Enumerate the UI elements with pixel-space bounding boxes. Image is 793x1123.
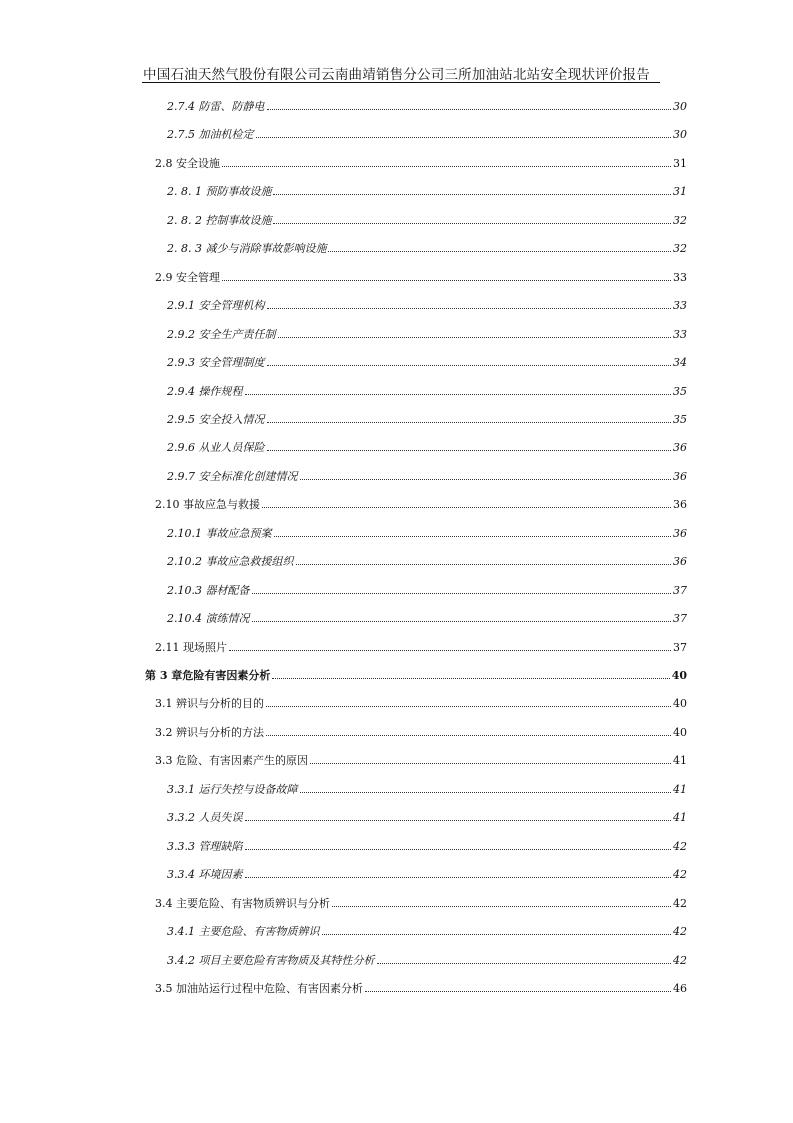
toc-entry[interactable] <box>167 582 687 602</box>
toc-entry-number: 3.1 <box>155 697 173 711</box>
toc-entry-number: 2.9.3 <box>167 356 195 370</box>
toc-dot-leader <box>229 649 671 651</box>
toc-entry-title: 现场照片 <box>183 640 227 654</box>
page-header: 中国石油天然气股份有限公司云南曲靖销售分公司三所加油站北站安全现状评价报告 <box>143 67 650 83</box>
toc-entry-title: 辨识与分析的方法 <box>176 725 264 739</box>
toc-dot-leader <box>266 705 671 707</box>
toc-entry-page-number: 31 <box>673 156 687 170</box>
toc-entry[interactable] <box>167 411 687 431</box>
toc-entry-number: 2.10 <box>155 498 180 512</box>
toc-entry[interactable] <box>155 496 687 516</box>
toc-entry-page-number: 41 <box>673 811 687 825</box>
toc-entry[interactable] <box>167 354 687 374</box>
toc-entry[interactable] <box>167 838 687 858</box>
toc-dot-leader <box>262 506 671 508</box>
toc-entry-number: 3.4.2 <box>167 953 195 967</box>
toc-dot-leader <box>267 449 672 451</box>
toc-entry-title: 演练情况 <box>205 612 250 626</box>
toc-dot-leader <box>273 193 671 195</box>
toc-dot-leader <box>377 962 672 964</box>
toc-entry-number: 3.4.1 <box>167 925 195 939</box>
toc-entry[interactable] <box>167 383 687 403</box>
toc-entry[interactable] <box>167 240 687 260</box>
toc-entry-number: 2.7.4 <box>167 100 195 113</box>
toc-dot-leader <box>267 421 672 423</box>
toc-entry-number: 2.10.2 <box>167 555 202 569</box>
toc-entry-page-number: 32 <box>673 242 687 256</box>
toc-entry-title: 事故应急预案 <box>205 526 272 540</box>
toc-entry[interactable] <box>167 809 687 829</box>
toc-entry-number: 3.2 <box>155 725 173 739</box>
toc-entry-title: 预防事故设施 <box>205 185 272 199</box>
toc-entry[interactable] <box>167 326 687 346</box>
toc-entry-number: 2.9.4 <box>167 384 195 398</box>
toc-entry[interactable] <box>155 155 687 175</box>
toc-entry[interactable] <box>155 724 687 744</box>
toc-entry-number: 2. 8. 2 <box>167 213 202 227</box>
toc-dot-leader <box>278 336 672 338</box>
toc-dot-leader <box>266 734 671 736</box>
toc-dot-leader <box>296 563 672 565</box>
toc-entry-number: 2. 8. 1 <box>167 185 202 199</box>
toc-dot-leader <box>256 136 672 138</box>
toc-entry-page-number: 30 <box>673 128 687 142</box>
toc-dot-leader <box>267 108 672 110</box>
toc-entry-title: 操作规程 <box>198 384 243 398</box>
toc-entry[interactable] <box>167 952 687 972</box>
toc-entry-page-number: 36 <box>673 498 687 512</box>
toc-entry-title: 主要危险、有害物质辨识 <box>198 925 320 939</box>
toc-entry-number: 第 3 章 <box>145 669 183 682</box>
toc-dot-leader <box>245 876 672 878</box>
toc-entry-title: 危险有害因素分析 <box>182 669 271 682</box>
toc-dot-leader <box>267 307 672 309</box>
toc-entry-page-number: 31 <box>673 185 687 199</box>
toc-entry-title: 安全设施 <box>176 156 220 170</box>
toc-entry-page-number: 42 <box>673 896 687 910</box>
toc-entry-page-number: 42 <box>673 925 687 939</box>
toc-entry[interactable] <box>155 895 687 915</box>
toc-entry-number: 2.11 <box>155 640 180 654</box>
toc-entry-page-number: 36 <box>673 441 687 455</box>
toc-entry-number: 3.5 <box>155 981 173 995</box>
toc-dot-leader <box>252 620 672 622</box>
toc-dot-leader <box>274 535 672 537</box>
toc-entry-title: 安全管理制度 <box>198 356 265 370</box>
toc-entry-title: 人员失误 <box>198 811 243 825</box>
toc-dot-leader <box>267 364 672 366</box>
toc-entry-number: 2.8 <box>155 156 173 170</box>
toc-entry[interactable] <box>167 98 687 118</box>
toc-entry[interactable] <box>167 866 687 886</box>
toc-entry-title: 加油站运行过程中危险、有害因素分析 <box>176 981 363 995</box>
toc-entry-page-number: 33 <box>673 327 687 341</box>
toc-entry-title: 事故应急救援组织 <box>205 555 294 569</box>
toc-entry[interactable] <box>167 525 687 545</box>
toc-entry-title: 安全管理 <box>176 270 220 284</box>
toc-entry-page-number: 34 <box>673 356 687 370</box>
toc-dot-leader <box>332 905 671 907</box>
toc-entry-page-number: 41 <box>673 782 687 796</box>
toc-dot-leader <box>300 791 672 793</box>
toc-entry[interactable] <box>167 610 687 630</box>
toc-dot-leader <box>245 819 672 821</box>
toc-entry-title: 环境因素 <box>198 868 243 882</box>
toc-dot-leader <box>252 592 672 594</box>
toc-entry[interactable] <box>155 269 687 289</box>
toc-entry-title: 主要危险、有害物质辨识与分析 <box>176 896 330 910</box>
toc-entry[interactable] <box>167 183 687 203</box>
toc-entry[interactable] <box>155 695 687 715</box>
toc-entry[interactable] <box>155 752 687 772</box>
toc-dot-leader <box>273 222 671 224</box>
toc-dot-leader <box>222 279 671 281</box>
toc-dot-leader <box>310 762 671 764</box>
toc-entry-number: 3.4 <box>155 896 173 910</box>
toc-entry-title: 加油机检定 <box>198 128 254 142</box>
toc-entry-number: 2.9 <box>155 270 173 284</box>
toc-entry-number: 3.3.2 <box>167 811 195 825</box>
toc-entry-number: 2.9.1 <box>167 299 195 313</box>
toc-dot-leader <box>245 393 672 395</box>
toc-entry-page-number: 33 <box>673 270 687 284</box>
toc-entry-page-number: 42 <box>673 868 687 882</box>
toc-entry[interactable] <box>145 667 687 687</box>
toc-entry-title: 控制事故设施 <box>205 213 272 227</box>
toc-entry[interactable] <box>167 553 687 573</box>
toc-entry[interactable] <box>167 439 687 459</box>
toc-entry-page-number: 36 <box>673 526 687 540</box>
toc-dot-leader <box>328 250 671 252</box>
toc-entry-title: 安全标准化创建情况 <box>198 469 298 483</box>
toc-entry-title: 辨识与分析的目的 <box>176 697 264 711</box>
toc-entry[interactable] <box>155 980 687 1000</box>
toc-dot-leader <box>272 677 669 679</box>
header-rule <box>142 82 660 83</box>
toc-entry-page-number: 42 <box>673 953 687 967</box>
toc-entry-number: 2.10.3 <box>167 583 202 597</box>
toc-entry-page-number: 33 <box>673 299 687 313</box>
toc-entry-title: 器材配备 <box>205 583 250 597</box>
toc-entry[interactable] <box>167 923 687 943</box>
toc-entry-page-number: 36 <box>673 469 687 483</box>
toc-entry-page-number: 40 <box>673 697 687 711</box>
toc-entry-page-number: 36 <box>673 555 687 569</box>
toc-entry-number: 2.9.7 <box>167 469 195 483</box>
toc-entry-number: 2.7.5 <box>167 128 195 142</box>
toc-entry[interactable] <box>167 297 687 317</box>
toc-entry-page-number: 41 <box>673 754 687 768</box>
toc-entry-number: 2.9.2 <box>167 327 195 341</box>
toc-dot-leader <box>222 165 671 167</box>
toc-entry-title: 从业人员保险 <box>198 441 265 455</box>
toc-entry-title: 安全生产责任制 <box>198 327 276 341</box>
toc-entry-number: 2.9.5 <box>167 412 195 426</box>
toc-entry-title: 危险、有害因素产生的原因 <box>176 754 308 768</box>
toc-entry-number: 3.3.3 <box>167 839 195 853</box>
toc-dot-leader <box>365 990 671 992</box>
toc-entry-title: 项目主要危险有害物质及其特性分析 <box>198 953 375 967</box>
toc-entry-title: 运行失控与设备故障 <box>198 782 298 796</box>
toc-entry-number: 3.3.4 <box>167 868 195 882</box>
toc-dot-leader <box>322 933 672 935</box>
toc-entry-page-number: 37 <box>673 583 687 597</box>
toc-entry-page-number: 35 <box>673 412 687 426</box>
toc-entry-page-number: 37 <box>673 640 687 654</box>
toc-entry-number: 2.9.6 <box>167 441 195 455</box>
toc-entry[interactable] <box>167 468 687 488</box>
toc-entry-page-number: 46 <box>673 981 687 995</box>
toc-dot-leader <box>245 848 672 850</box>
toc-entry-page-number: 40 <box>671 669 687 682</box>
toc-entry-page-number: 32 <box>673 213 687 227</box>
toc-entry-page-number: 37 <box>673 612 687 626</box>
toc-entry-number: 2. 8. 3 <box>167 242 202 256</box>
toc-entry-page-number: 30 <box>673 100 687 113</box>
toc-entry-page-number: 42 <box>673 839 687 853</box>
toc-entry-title: 防雷、防静电 <box>198 100 265 113</box>
toc-entry-number: 2.10.4 <box>167 612 202 626</box>
toc-entry-title: 管理缺陷 <box>198 839 243 853</box>
toc-entry[interactable] <box>167 212 687 232</box>
toc-entry-title: 减少与消除事故影响设施 <box>205 242 327 256</box>
toc-entry-number: 3.3.1 <box>167 782 195 796</box>
toc-entry[interactable] <box>155 639 687 659</box>
toc-entry-number: 2.10.1 <box>167 526 202 540</box>
toc-entry-page-number: 35 <box>673 384 687 398</box>
toc-entry-title: 事故应急与救援 <box>183 498 260 512</box>
toc-entry-title: 安全投入情况 <box>198 412 265 426</box>
toc-entry-title: 安全管理机构 <box>198 299 265 313</box>
toc-entry-page-number: 40 <box>673 725 687 739</box>
toc-entry[interactable] <box>167 781 687 801</box>
toc-entry[interactable] <box>167 126 687 146</box>
toc-entry-number: 3.3 <box>155 754 173 768</box>
toc-dot-leader <box>300 478 672 480</box>
